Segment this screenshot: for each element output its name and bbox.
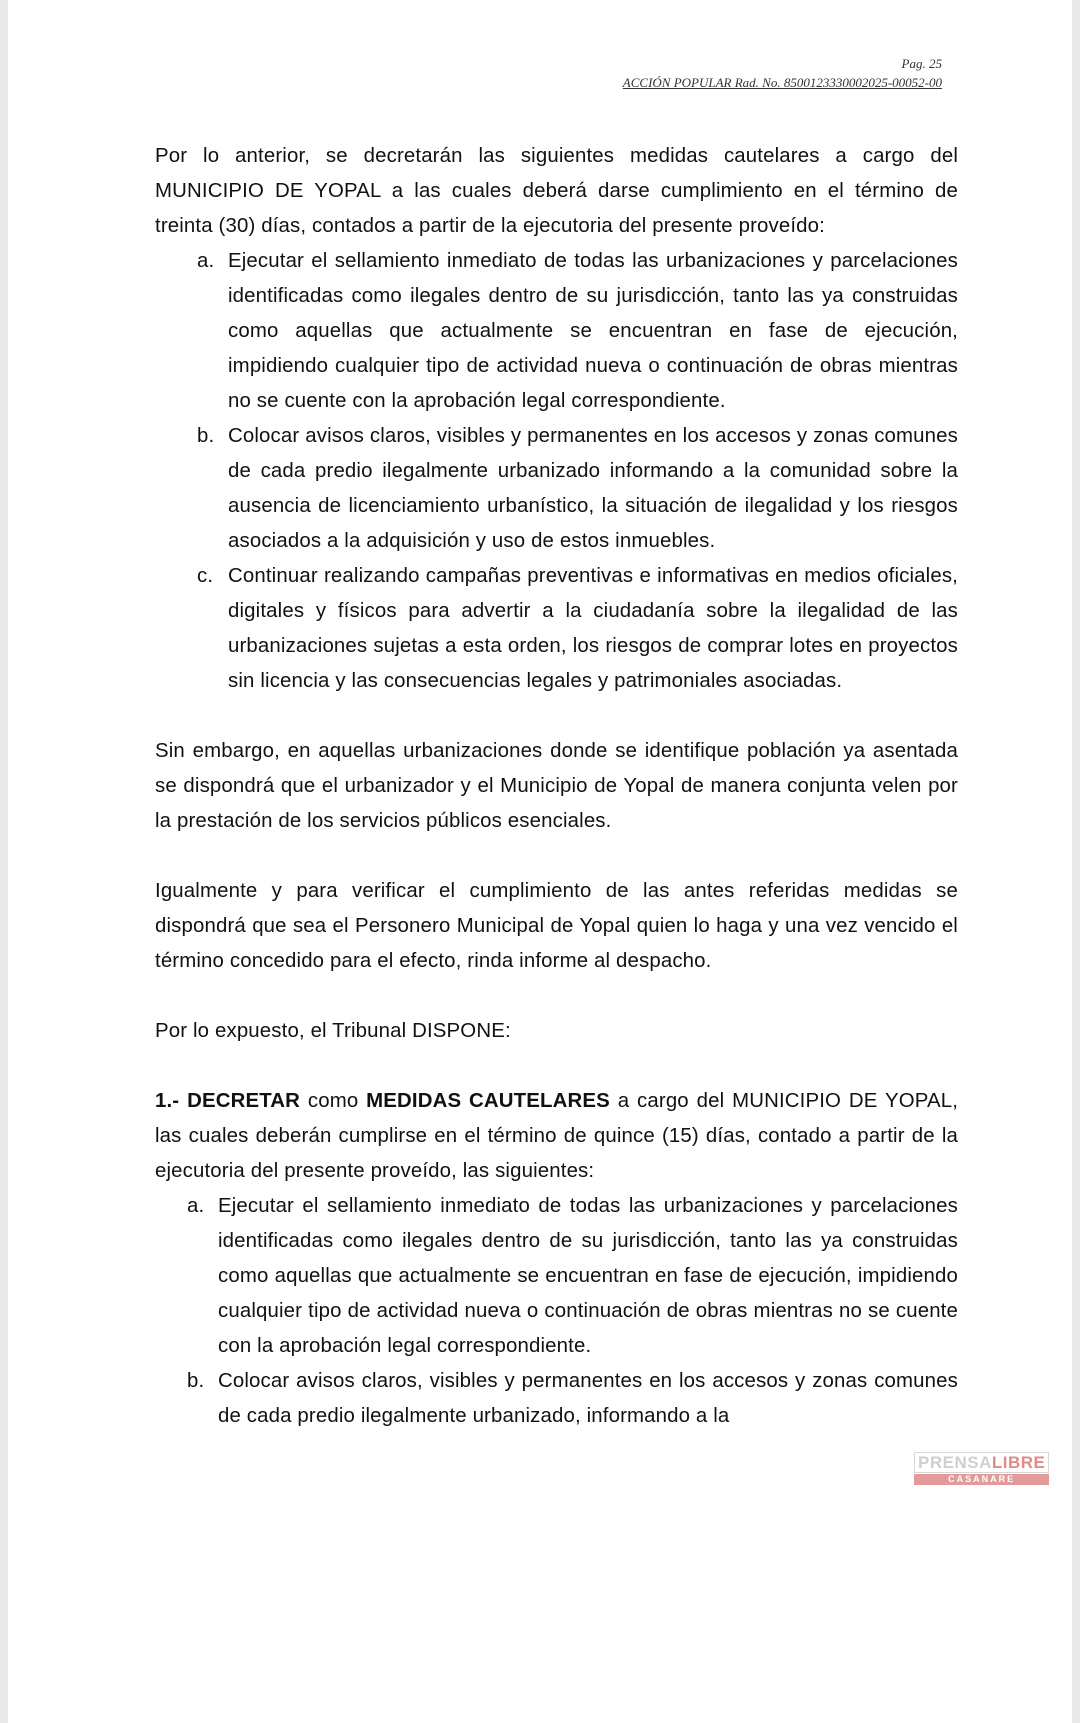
watermark-title	[914, 1452, 1049, 1473]
decree-text-1: como	[300, 1090, 367, 1112]
list-item	[155, 559, 958, 699]
decree-measures: MEDIDAS CAUTELARES	[366, 1090, 610, 1112]
page-header	[623, 54, 942, 92]
paragraph-personero: Igualmente y para verificar el cumplimiento de las antes referidas medidas se dispondrá que sea el Personero Municipal de Yopal quien lo haga y una vez vencido el término concedido para el efecto, rinda informe al despacho.	[155, 880, 958, 972]
list-item	[155, 1189, 958, 1364]
list-marker: a.	[197, 250, 215, 272]
list-item	[155, 1364, 958, 1434]
list-marker: b.	[187, 1370, 205, 1392]
watermark-word1: PRENSA	[918, 1453, 992, 1472]
document-page	[8, 0, 1072, 1723]
decree-number: 1.- DECRETAR	[155, 1090, 301, 1112]
measures-list-2	[155, 1189, 958, 1434]
list-item	[155, 244, 958, 419]
paragraph-intro: Por lo anterior, se decretarán las siguientes medidas cautelares a cargo del MUNICIPIO DE YOPAL a las cuales deberá darse cumplimiento en el término de treinta (30) días, contados a partir de la ejecutoria del presente proveído:	[155, 145, 958, 237]
paragraph-population: Sin embargo, en aquellas urbanizaciones donde se identifique población ya asentada se dispondrá que el urbanizador y el Municipio de Yopal de manera conjunta velen por la prestación de los servicios públicos esenciales.	[155, 740, 958, 832]
case-reference: ACCIÓN POPULAR Rad. No. 8500123330002025-00052-00	[622, 75, 942, 90]
prensa-libre-watermark	[914, 1452, 1049, 1485]
list-marker: c.	[197, 565, 214, 587]
paragraph-decree	[155, 1084, 958, 1189]
list-item-text: Ejecutar el sellamiento inmediato de todas las urbanizaciones y parcelaciones identificadas como ilegales dentro de su jurisdicción, tanto las ya construidas como aquellas que actualmente se encuentran en fase de ejecución, impidiendo cualquier tipo de actividad nueva o continuación de obras mientras no se cuente con la aprobación legal correspondiente.	[218, 1195, 958, 1357]
paragraph-dispone: Por lo expuesto, el Tribunal DISPONE:	[155, 1020, 511, 1042]
list-item-text: Colocar avisos claros, visibles y permanentes en los accesos y zonas comunes de cada predio ilegalmente urbanizado informando a la comunidad sobre la ausencia de licenciamiento urbanístico, la situación de ilegalidad y los riesgos asociados a la adquisición y uso de estos inmuebles.	[228, 425, 958, 552]
watermark-subtitle: CASANARE	[914, 1474, 1049, 1485]
decree-text-2: a cargo del MUNICIPIO DE YOPAL, las cuales deberán cumplirse en el término de quince (15) días, contado a partir de la ejecutoria del presente proveído, las siguientes:	[155, 1090, 959, 1182]
list-marker: a.	[187, 1195, 205, 1217]
page-number: Pag. 25	[901, 56, 942, 71]
list-item-text: Continuar realizando campañas preventivas e informativas en medios oficiales, digitales y físicos para advertir a la ciudadanía sobre la ilegalidad de las urbanizaciones sujetas a esta orden, los riesgos de comprar lotes en proyectos sin licencia y las consecuencias legales y patrimoniales asociadas.	[228, 565, 958, 692]
list-item-text: Colocar avisos claros, visibles y permanentes en los accesos y zonas comunes de cada predio ilegalmente urbanizado, informando a la	[218, 1370, 958, 1427]
list-item-text: Ejecutar el sellamiento inmediato de todas las urbanizaciones y parcelaciones identificadas como ilegales dentro de su jurisdicción, tanto las ya construidas como aquellas que actualmente se encuentran en fase de ejecución, impidiendo cualquier tipo de actividad nueva o continuación de obras mientras no se cuente con la aprobación legal correspondiente.	[228, 250, 958, 412]
watermark-word2: LIBRE	[991, 1453, 1046, 1472]
document-body	[155, 139, 958, 1434]
list-marker: b.	[197, 425, 215, 447]
measures-list-1	[155, 244, 958, 699]
list-item	[155, 419, 958, 559]
